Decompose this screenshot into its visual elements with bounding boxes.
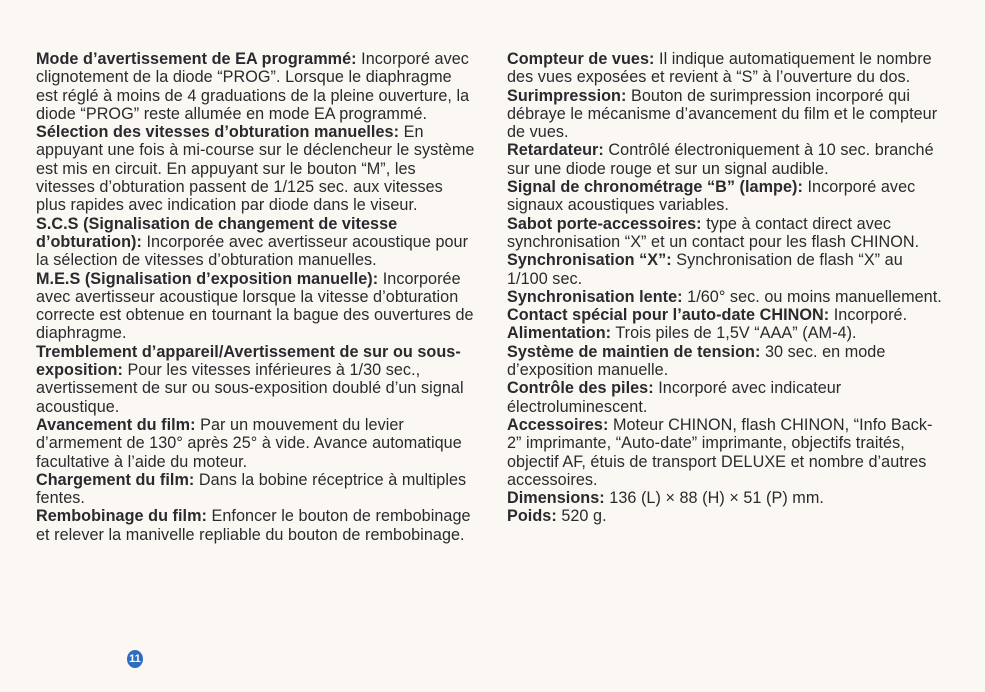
spec-text: Bouton de surimpression incorporé qui débraye le mécanisme d’avancement du film et le compteur de vues.	[507, 86, 938, 142]
spec-entry	[507, 343, 945, 380]
spec-term: Synchronisation lente:	[507, 287, 683, 306]
spec-term: Tremblement d’appareil/Avertissement de sur ou sous-exposition:	[36, 342, 461, 380]
spec-term: Retardateur:	[507, 141, 604, 160]
spec-entry	[36, 270, 476, 343]
spec-term: Poids:	[507, 507, 557, 526]
spec-term: S.C.S (Signalisation de changement de vitesse d’obturation):	[36, 214, 398, 251]
spec-text: 520 g.	[561, 507, 607, 526]
spec-text: Contrôlé électroniquement à 10 sec. branché sur une diode rouge et sur un signal audible.	[507, 141, 934, 178]
spec-term: Surimpression:	[507, 86, 627, 105]
spec-entry	[36, 416, 476, 471]
spec-text: Incorporé avec signaux acoustiques variables.	[507, 178, 916, 215]
spec-text: Par un mouvement du levier d’armement de 130° après 25° à vide. Avance automatique facultative à l’aide du moteur.	[36, 415, 462, 471]
spec-term: Sabot porte-accessoires:	[507, 214, 702, 233]
spec-entry	[507, 215, 945, 252]
spec-text: Trois piles de 1,5V “AAA” (AM-4).	[615, 324, 857, 343]
spec-entry	[507, 87, 945, 142]
spec-term: Chargement du film:	[36, 470, 195, 489]
spec-term: Contrôle des piles:	[507, 379, 654, 398]
spec-term: M.E.S (Signalisation d’exposition manuelle):	[36, 269, 379, 288]
spec-text: 136 (L) × 88 (H) × 51 (P) mm.	[609, 489, 824, 508]
spec-entry	[507, 306, 945, 324]
spec-text: Incorporée avec avertisseur acoustique pour la sélection de vitesses d’obturation manuelles.	[36, 232, 469, 270]
spec-entry	[36, 471, 476, 508]
spec-text: Pour les vitesses inférieures à 1/30 sec., avertissement de sur ou sous-exposition doublé d’un signal acoustique.	[36, 361, 464, 416]
spec-term: Synchronisation “X”:	[507, 251, 672, 270]
spec-term: Sélection des vitesses d’obturation manuelles:	[36, 123, 400, 142]
spec-entry	[36, 215, 476, 270]
spec-term: Mode d’avertissement de EA programmé:	[36, 50, 357, 68]
spec-entry	[507, 379, 945, 416]
spec-text: type à contact direct avec synchronisation “X” et un contact pour les flash CHINON.	[507, 214, 920, 251]
spec-entry	[507, 288, 945, 306]
spec-entry	[36, 50, 476, 123]
spec-text: Synchronisation de flash “X” au 1/100 sec.	[507, 251, 903, 288]
spec-text: 1/60° sec. ou moins manuellement.	[687, 287, 942, 306]
left-column	[36, 50, 476, 544]
spec-text: Dans la bobine réceptrice à multiples fentes.	[36, 470, 467, 508]
spec-term: Alimentation:	[507, 324, 612, 343]
spec-entry	[507, 489, 945, 507]
spec-text: Moteur CHINON, flash CHINON, “Info Back-2” imprimante, “Auto-date” imprimante, objectifs traités, objectif AF, étuis de transport DELUXE et nombre d’autres accessoires.	[507, 415, 933, 489]
spec-entry	[507, 324, 945, 342]
spec-text: Incorporé.	[833, 306, 908, 325]
spec-term: Contact spécial pour l’auto-date CHINON:	[507, 306, 830, 325]
spec-entry	[507, 141, 945, 178]
spec-text: Incorporée avec avertisseur acoustique lorsque la vitesse d’obturation correcte est obtenue en tournant la bague des ouvertures de diaphragme.	[36, 269, 474, 343]
spec-entry	[36, 123, 476, 214]
spec-text: Il indique automatiquement le nombre des vues exposées et revient à “S” à l’ouverture du dos.	[507, 50, 932, 87]
spec-entry	[36, 507, 476, 544]
spec-term: Rembobinage du film:	[36, 507, 207, 526]
spec-text: 30 sec. en mode d’exposition manuelle.	[507, 342, 886, 380]
spec-entry	[507, 507, 945, 525]
spec-entry	[507, 416, 945, 489]
spec-term: Signal de chronométrage “B” (lampe):	[507, 178, 803, 197]
spec-entry	[507, 50, 945, 87]
spec-entry	[507, 251, 945, 288]
spec-term: Avancement du film:	[36, 415, 196, 434]
spec-text: Incorporé avec indicateur électroluminescent.	[507, 379, 842, 416]
spec-text: Enfoncer le bouton de rembobinage et relever la manivelle repliable du bouton de rembobinage.	[36, 507, 471, 544]
spec-entry	[36, 343, 476, 416]
right-column	[507, 50, 945, 526]
page-number-badge: 11	[127, 650, 143, 668]
spec-term: Accessoires:	[507, 415, 609, 434]
spec-term: Système de maintien de tension:	[507, 342, 761, 361]
spec-text: En appuyant une fois à mi-course sur le déclencheur le système est mis en circuit. En appuyant sur le bouton “M”, les vitesses d’obturation passent de 1/125 sec. aux vitesses plus rapides avec indication par diode dans le viseur.	[36, 123, 475, 215]
spec-term: Dimensions:	[507, 489, 605, 508]
spec-entry	[507, 178, 945, 215]
spec-text: Incorporé avec clignotement de la diode “PROG”. Lorsque le diaphragme est réglé à moins de 4 graduations de la pleine ouverture, la diode “PROG” reste allumée en mode EA programmé.	[36, 50, 470, 123]
spec-term: Compteur de vues:	[507, 50, 655, 68]
